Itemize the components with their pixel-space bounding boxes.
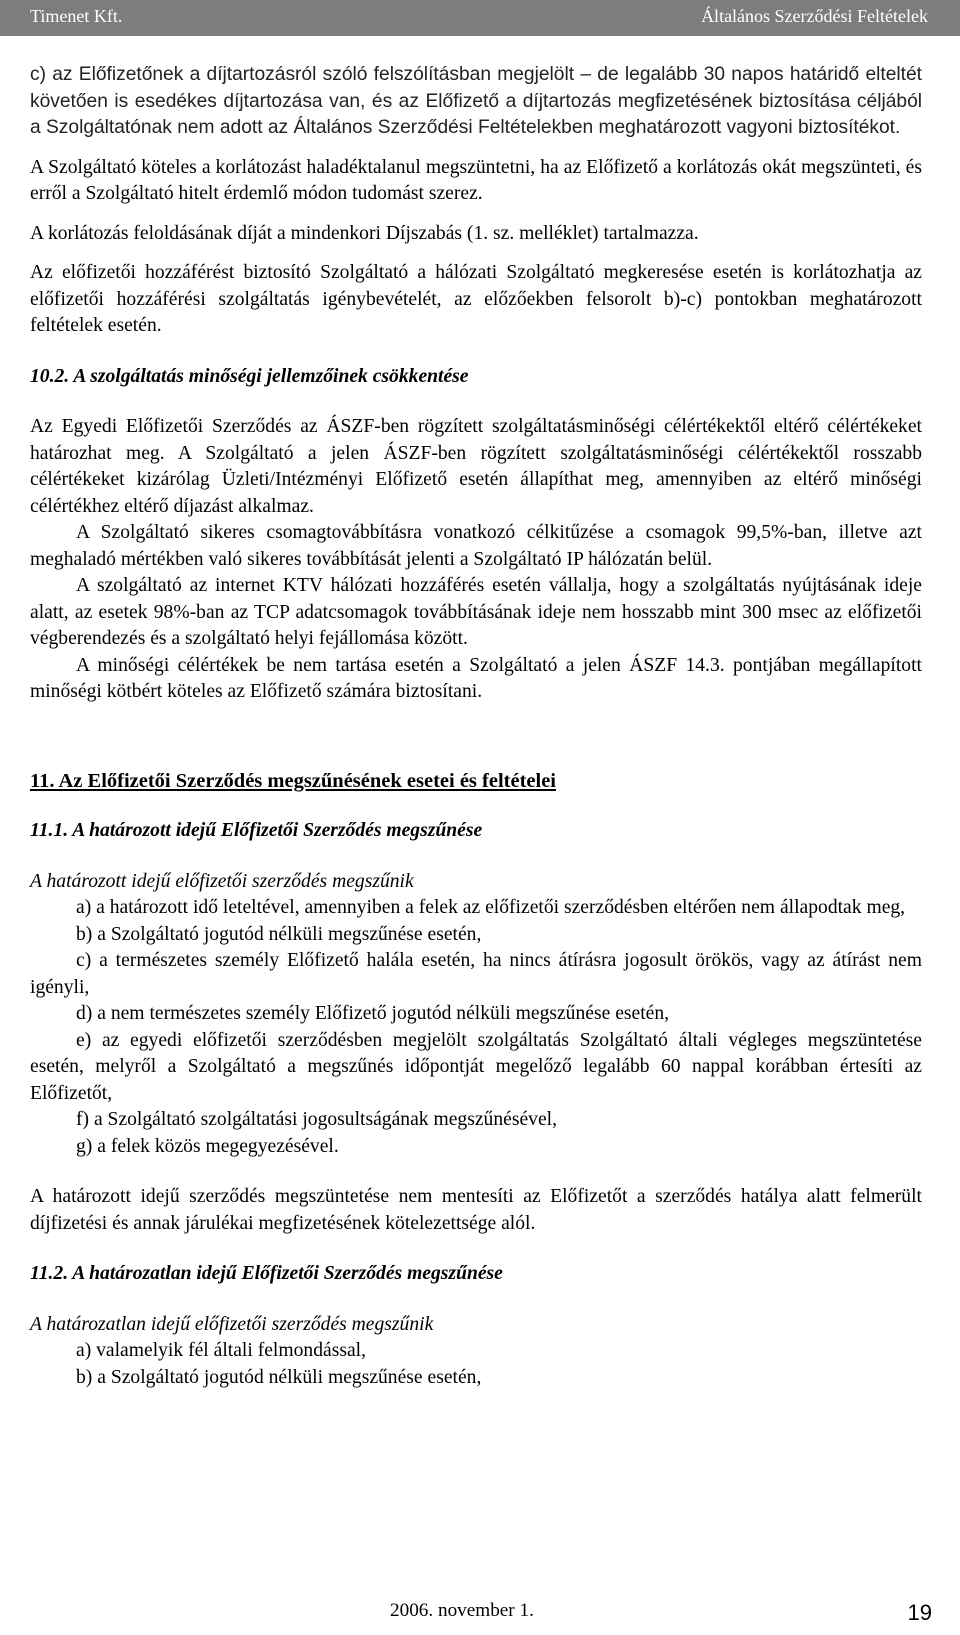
paragraph-restriction-fee: A korlátozás feloldásának díját a mindenkori Díjszabás (1. sz. melléklet) tartalmazza. <box>30 222 699 244</box>
list-item: b) a Szolgáltató jogutód nélküli megszűnése esetén, <box>76 1366 482 1388</box>
section-heading-11-1: 11.1. A határozott idejű Előfizetői Szerződés megszűnése <box>30 820 483 841</box>
list-item: d) a nem természetes személy Előfizető jogutód nélküli megszűnése esetén, <box>76 1003 670 1024</box>
fixed-term-lead: A határozott idejű előfizetői szerződés megszűnik <box>30 870 414 892</box>
page-header <box>0 0 960 36</box>
paragraph-fixed-term-obligations: A határozott idejű szerződés megszüntetése nem mentesíti az Előfizetőt a szerződés hatálya alatt felmerült díjfizetési és annak járulékai megfizetésének kötelezettsége alól. <box>30 1186 922 1234</box>
paragraph-access-restriction: Az előfizetői hozzáférést biztosító Szolgáltató a hálózati Szolgáltató megkeresése esetén is korlátozhatja az előfizetői hozzáférési szolgáltatás igénybevételét, az előzőekben felsorolt b)-c) pontokban meghatározott feltételek esetén. <box>30 262 922 336</box>
paragraph-quality-targets: Az Egyedi Előfizetői Szerződés az ÁSZF-ben rögzített szolgáltatásminőségi célértékektől eltérő célértékeket határozhat meg. A Szolgáltató a jelen ÁSZF-ben rögzített szolgáltatásminőségi célértékektől rosszabb célértékeket kizárólag Üzleti/Intézményi Előfizető esetén állapíthat meg, amennyiben az eltérő minőségi célértékhez eltérő díjazást alkalmaz. <box>30 416 922 517</box>
list-item: a) a határozott idő leteltével, amennyiben a felek az előfizetői szerződésben eltérően nem állapodtak meg, <box>76 897 906 918</box>
page-number: 19 <box>907 1600 932 1625</box>
paragraph-tcp-latency: A szolgáltató az internet KTV hálózati hozzáférés esetén vállalja, hogy a szolgáltatás nyújtásának ideje alatt, az esetek 98%-ban az TCP adatcsomagok továbbításának ideje nem hosszabb mint 300 msec az előfizetői végberendezés és a szolgáltató helyi fejállomása között. <box>30 575 922 649</box>
list-item: a) valamelyik fél általi felmondással, <box>76 1340 366 1361</box>
indefinite-term-lead: A határozatlan idejű előfizetői szerződés megszűnik <box>30 1313 434 1335</box>
list-item: f) a Szolgáltató szolgáltatási jogosultságának megszűnésével, <box>76 1109 557 1130</box>
list-item: g) a felek közös megegyezésével. <box>76 1135 339 1157</box>
paragraph-penalty: A minőségi célértékek be nem tartása esetén a Szolgáltató a jelen ÁSZF 14.3. pontjában megállapított minőségi kötbért köteles az Előfizető számára biztosítani. <box>30 654 922 702</box>
paragraph-packet-forwarding: A Szolgáltató sikeres csomagtovábbításra vonatkozó célkitűzése a csomagok 99,5%-ban, illetve azt meghaladó mértékben való sikeres továbbítását jelenti a Szolgáltató IP hálózatán belül. <box>30 522 922 570</box>
section-heading-10-2: 10.2. A szolgáltatás minőségi jellemzőinek csökkentése <box>30 365 469 387</box>
document-body <box>30 62 922 1391</box>
footer-date: 2006. november 1. <box>390 1600 534 1621</box>
list-item: b) a Szolgáltató jogutód nélküli megszűnése esetén, <box>76 923 482 945</box>
section-heading-11: 11. Az Előfizetői Szerződés megszűnésének esetei és feltételei <box>30 769 556 792</box>
section-heading-11-2: 11.2. A határozatlan idejű Előfizetői Szerződés megszűnése <box>30 1263 503 1284</box>
paragraph-c-item: c) az Előfizetőnek a díjtartozásról szóló felszólításban megjelölt – de legalább 30 napos határidő elteltét követően is esedékes díjtartozása van, és az Előfizető a díjtartozás megfizetésének biztosítása céljából a Szolgáltatónak nem adott az Általános Szerződési Feltételekben meghatározott vagyoni biztosítékot. <box>30 64 922 138</box>
paragraph-restriction-removal: A Szolgáltató köteles a korlátozást haladéktalanul megszüntetni, ha az Előfizető a korlátozás okát megszünteti, és erről a Szolgáltató hitelt érdemlő módon tudomást szerez. <box>30 156 922 204</box>
header-company: Timenet Kft. <box>30 6 123 26</box>
list-item: e) az egyedi előfizetői szerződésben megjelölt szolgáltatás Szolgáltató általi végleges megszüntetése esetén, melyről a Szolgáltató a megszűnés időpontját megelőző legalább 60 nappal korábban értesíti az Előfizetőt, <box>30 1029 922 1104</box>
header-doc-title: Általános Szerződési Feltételek <box>701 6 928 26</box>
list-item: c) a természetes személy Előfizető halála esetén, ha nincs átírásra jogosult örökös, vagy az átírást nem igényli, <box>30 950 922 998</box>
